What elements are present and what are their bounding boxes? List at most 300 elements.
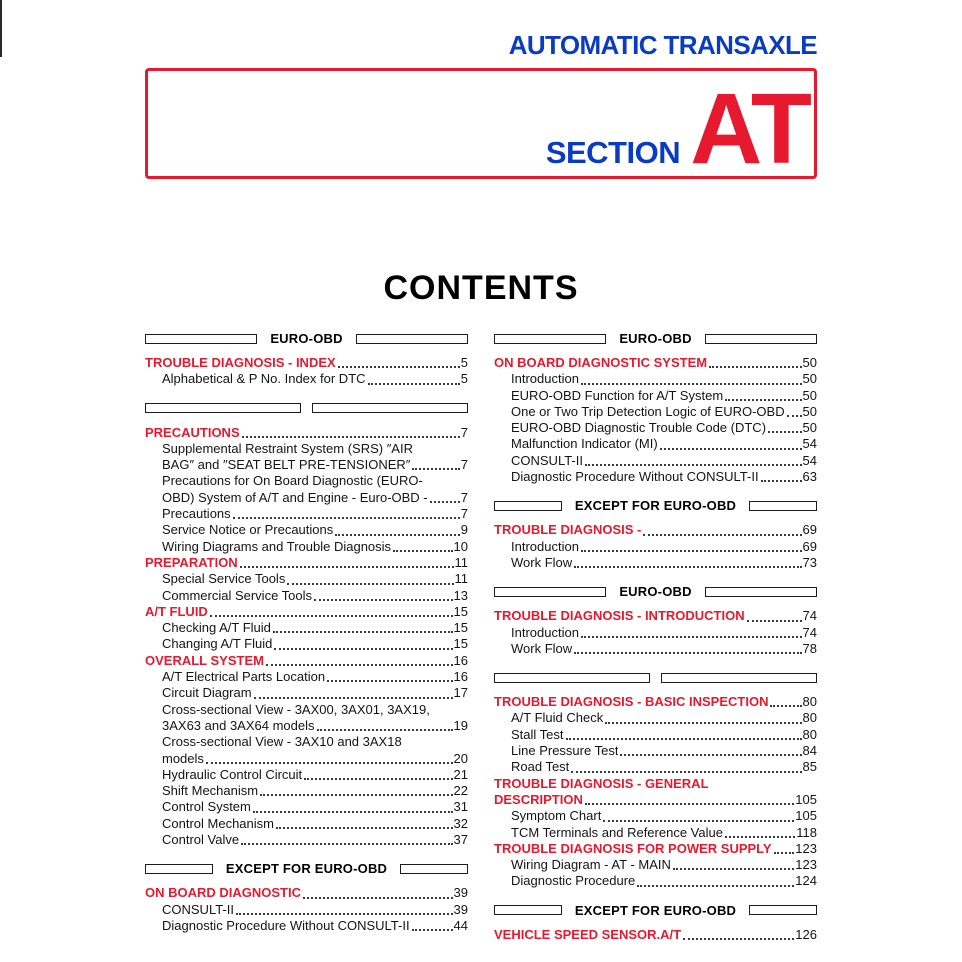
dot-leader: [660, 448, 802, 450]
toc-entry: [494, 873, 817, 889]
toc-entry: [145, 522, 468, 538]
toc-entry-line: Cross-sectional View - 3AX10 and 3AX18: [162, 734, 402, 750]
page-number: 123: [795, 857, 817, 873]
toc-entry-title: VEHICLE SPEED SENSOR.A/T: [494, 926, 682, 942]
page-number: 50: [802, 371, 817, 387]
page-number: 22: [453, 783, 468, 799]
toc-entry: [494, 555, 817, 571]
dot-leader: [574, 566, 801, 568]
page-number: 80: [802, 710, 817, 726]
dot-leader: [276, 827, 453, 829]
toc-entry: [494, 808, 817, 824]
toc-entry-title: Hydraulic Control Circuit: [162, 766, 303, 782]
toc-entry-line: [162, 371, 468, 387]
toc-entry-line: [511, 388, 817, 404]
toc-entry-line: [145, 885, 468, 901]
section-banner: [145, 402, 468, 415]
page-number: 123: [795, 840, 817, 856]
toc-entry: [145, 816, 468, 832]
toc-entry-line: [162, 816, 468, 832]
page-number: 11: [454, 554, 468, 570]
toc-entry-line: [511, 727, 817, 743]
page-number: 73: [802, 554, 817, 570]
toc-entry-title: A/T Electrical Parts Location: [162, 669, 326, 685]
toc-entry-title: A/T Fluid Check: [511, 710, 604, 726]
banner-box-left: [145, 334, 257, 344]
toc-entry-title: Malfunction Indicator (MI): [511, 436, 658, 452]
toc-columns: [145, 332, 817, 943]
toc-entry-title: TROUBLE DIAGNOSIS FOR POWER SUPPLY: [494, 840, 772, 856]
toc-entry: [494, 469, 817, 485]
toc-entry-line: [162, 490, 468, 506]
dot-leader: [770, 705, 801, 707]
section-box-inner: [545, 73, 808, 185]
toc-entry-line: [511, 641, 817, 657]
toc-entry-line: [511, 743, 817, 759]
banner-box-right: [749, 501, 817, 511]
contents-title: CONTENTS: [383, 269, 579, 307]
dot-leader: [266, 664, 453, 666]
page-number: 31: [453, 799, 468, 815]
dot-leader: [761, 480, 802, 482]
toc-entry: [145, 441, 468, 474]
page-number: 15: [453, 620, 468, 636]
toc-entry-line: [162, 767, 468, 783]
dot-leader: [233, 517, 460, 519]
toc-entry-title: Control Valve: [162, 832, 240, 848]
toc-entry: [494, 625, 817, 641]
manual-contents-page: [145, 0, 817, 943]
toc-entry: [145, 734, 468, 767]
toc-entry: [145, 832, 468, 848]
dot-leader: [747, 620, 802, 622]
page-number: 84: [802, 743, 817, 759]
page-number: 50: [802, 403, 817, 419]
toc-entry-title: TROUBLE DIAGNOSIS -: [494, 522, 642, 538]
dot-leader: [236, 913, 453, 915]
toc-entry-title: Control Mechanism: [162, 815, 274, 831]
toc-entry-line: Supplemental Restraint System (SRS) ″AIR: [162, 440, 413, 456]
toc-entry: [145, 669, 468, 685]
dot-leader: [585, 464, 802, 466]
banner-box-left: [494, 905, 562, 915]
dot-leader: [768, 431, 802, 433]
toc-entry-title: Diagnostic Procedure Without CONSULT-II: [162, 917, 410, 933]
toc-entry: [494, 453, 817, 469]
toc-entry-line: [494, 608, 817, 624]
banner-box-right: [749, 905, 817, 915]
banner-box-right: [312, 403, 468, 413]
dot-leader: [574, 652, 801, 654]
section-banner: [494, 332, 817, 345]
toc-entry-line: [162, 636, 468, 652]
banner-box-left: [494, 334, 606, 344]
scan-artifact: [0, 0, 2, 57]
dot-leader: [430, 501, 460, 503]
toc-entry-title: TROUBLE DIAGNOSIS - INTRODUCTION: [494, 608, 745, 624]
toc-entry: [494, 710, 817, 726]
toc-entry-line: [511, 436, 817, 452]
toc-entry-line: [511, 857, 817, 873]
toc-entry-line: [494, 792, 817, 808]
toc-entry-line: [162, 685, 468, 701]
section-code: AT: [690, 73, 808, 185]
banner-box-left: [145, 403, 301, 413]
toc-entry-title: Work Flow: [511, 640, 573, 656]
toc-entry-title: OVERALL SYSTEM: [145, 652, 264, 668]
toc-entry-title: Work Flow: [511, 554, 573, 570]
toc-entry-title: Stall Test: [511, 726, 564, 742]
section-banner: [494, 671, 817, 684]
toc-entry-title: TROUBLE DIAGNOSIS - INDEX: [145, 355, 336, 370]
toc-entry-line: [511, 371, 817, 387]
toc-entry-title: TCM Terminals and Reference Value: [511, 824, 723, 840]
page-number: 13: [453, 587, 468, 603]
page-number: 39: [453, 901, 468, 917]
page-number: 19: [453, 717, 468, 733]
page-number: 54: [802, 436, 817, 452]
section-label: SECTION: [545, 135, 681, 170]
toc-entry: [494, 355, 817, 371]
toc-entry: [145, 506, 468, 522]
toc-entry-title: Introduction: [511, 371, 579, 387]
toc-entry: [145, 555, 468, 571]
toc-entry-line: [511, 420, 817, 436]
toc-entry: [494, 522, 817, 538]
toc-entry-line: [511, 710, 817, 726]
toc-entry: [145, 620, 468, 636]
dot-leader: [273, 631, 453, 633]
dot-leader: [774, 852, 795, 854]
toc-entry-title: PREPARATION: [145, 554, 238, 570]
toc-entry: [494, 436, 817, 452]
toc-entry: [494, 825, 817, 841]
toc-entry: [145, 902, 468, 918]
toc-entry-line: Precautions for On Board Diagnostic (EURO-: [162, 473, 423, 489]
toc-entry-line: [511, 759, 817, 775]
toc-entry-title: Introduction: [511, 538, 579, 554]
page-number: 54: [802, 452, 817, 468]
dot-leader: [338, 366, 460, 368]
toc-entry-title: Control System: [162, 799, 251, 815]
toc-entry-line: [162, 783, 468, 799]
toc-entry-title: Introduction: [511, 624, 579, 640]
dot-leader: [581, 636, 802, 638]
toc-entry: [494, 857, 817, 873]
page-number: 20: [453, 750, 468, 766]
dot-leader: [335, 534, 460, 536]
page-number: 69: [802, 522, 817, 538]
dot-leader: [787, 415, 802, 417]
dot-leader: [412, 468, 459, 470]
page-number: 63: [802, 469, 817, 485]
toc-entry: [494, 727, 817, 743]
toc-column-right: [494, 332, 817, 943]
page-number: 37: [453, 832, 468, 848]
dot-leader: [393, 550, 452, 552]
banner-label: EURO-OBD: [619, 584, 692, 600]
toc-entry-line: [494, 927, 817, 943]
page-number: 16: [453, 652, 468, 668]
toc-entry: [494, 608, 817, 624]
banner-label: EURO-OBD: [270, 331, 343, 346]
page-number: 44: [453, 917, 468, 933]
toc-entry: [494, 371, 817, 387]
toc-entry-line: [162, 539, 468, 555]
toc-entry-title: Road Test: [511, 759, 570, 775]
toc-entry-title: Commercial Service Tools: [162, 587, 313, 603]
toc-column-left: [145, 332, 468, 943]
section-banner: [494, 585, 817, 598]
toc-entry: [145, 685, 468, 701]
toc-entry: [145, 636, 468, 652]
dot-leader: [327, 680, 452, 682]
banner-label: EXCEPT FOR EURO-OBD: [225, 861, 388, 877]
toc-entry-title: ON BOARD DIAGNOSTIC SYSTEM: [494, 355, 708, 370]
page-number: 32: [453, 815, 468, 831]
page-number: 39: [453, 885, 468, 901]
toc-entry-title: TROUBLE DIAGNOSIS - BASIC INSPECTION: [494, 694, 769, 710]
toc-entry-title: models: [162, 750, 204, 766]
toc-entry-title: Diagnostic Procedure: [511, 873, 636, 889]
page-number: 105: [795, 791, 817, 807]
dot-leader: [260, 794, 452, 796]
toc-entry: [145, 425, 468, 441]
page-number: 7: [460, 457, 468, 473]
toc-entry-title: Alphabetical & P No. Index for DTC: [162, 371, 366, 387]
banner-label: EURO-OBD: [619, 331, 692, 346]
dot-leader: [241, 843, 452, 845]
dot-leader: [317, 729, 453, 731]
toc-entry: [494, 694, 817, 710]
toc-entry-line: [494, 522, 817, 538]
page-number: 78: [802, 640, 817, 656]
toc-entry-title: CONSULT-II: [511, 452, 583, 468]
page-number: 50: [802, 420, 817, 436]
toc-entry-title: DESCRIPTION: [494, 791, 583, 807]
toc-entry-line: [511, 469, 817, 485]
toc-entry-line: [162, 506, 468, 522]
toc-entry-line: [511, 404, 817, 420]
toc-entry-line: [162, 832, 468, 848]
toc-entry-title: ON BOARD DIAGNOSTIC: [145, 885, 301, 901]
dot-leader: [585, 803, 794, 805]
dot-leader: [620, 754, 801, 756]
toc-entry: [145, 783, 468, 799]
dot-leader: [304, 778, 452, 780]
page-number: 11: [454, 571, 468, 587]
toc-entry-line: [162, 799, 468, 815]
toc-entry-line: Cross-sectional View - 3AX00, 3AX01, 3AX19,: [162, 701, 430, 717]
toc-entry-title: Wiring Diagrams and Trouble Diagnosis: [162, 538, 392, 554]
section-banner: [494, 904, 817, 917]
banner-box-right: [705, 587, 817, 597]
dot-leader: [683, 938, 794, 940]
toc-entry-title: Shift Mechanism: [162, 783, 259, 799]
toc-entry: [145, 653, 468, 669]
page-number: 5: [460, 371, 468, 387]
page-number: 74: [802, 624, 817, 640]
page-number: 50: [802, 355, 817, 370]
toc-entry: [494, 759, 817, 775]
dot-leader: [637, 885, 794, 887]
page-number: 15: [453, 636, 468, 652]
banner-box-right: [705, 334, 817, 344]
toc-entry-line: [162, 571, 468, 587]
page-title: AUTOMATIC TRANSAXLE: [508, 30, 817, 60]
banner-box-left: [494, 501, 562, 511]
page-number: 85: [802, 759, 817, 775]
toc-entry-line: [511, 625, 817, 641]
section-box: [145, 68, 817, 185]
dot-leader: [240, 566, 454, 568]
section-banner: [494, 499, 817, 512]
toc-entry-line: [162, 588, 468, 604]
banner-box-right: [661, 673, 817, 683]
page-number: 124: [795, 873, 817, 889]
dot-leader: [725, 399, 801, 401]
toc-entry-title: EURO-OBD Diagnostic Trouble Code (DTC): [511, 420, 767, 436]
dot-leader: [368, 383, 460, 385]
page-number: 74: [802, 608, 817, 624]
toc-entry-title: Checking A/T Fluid: [162, 620, 271, 636]
dot-leader: [709, 366, 801, 368]
dot-leader: [725, 836, 795, 838]
toc-entry-line: TROUBLE DIAGNOSIS - GENERAL: [494, 775, 709, 791]
toc-entry-line: [145, 604, 468, 620]
dot-leader: [605, 722, 801, 724]
toc-entry-title: Wiring Diagram - AT - MAIN: [511, 857, 671, 873]
dot-leader: [581, 550, 802, 552]
toc-entry-title: One or Two Trip Detection Logic of EURO-OBD: [511, 403, 785, 419]
toc-entry: [145, 371, 468, 387]
page-number: 126: [795, 926, 817, 942]
toc-entry-title: Symptom Chart: [511, 808, 602, 824]
page-number: 15: [453, 603, 468, 619]
page-number: 80: [802, 694, 817, 710]
toc-entry-line: [162, 620, 468, 636]
banner-box-right: [400, 864, 468, 874]
dot-leader: [303, 897, 453, 899]
section-banner: [145, 332, 468, 345]
toc-entry-line: [162, 718, 468, 734]
toc-entry-line: [511, 873, 817, 889]
toc-entry-line: [145, 355, 468, 371]
toc-entry: [145, 767, 468, 783]
page-number: 7: [460, 506, 468, 522]
dot-leader: [412, 929, 453, 931]
toc-entry-line: [162, 669, 468, 685]
toc-entry-line: [162, 902, 468, 918]
toc-entry-line: [494, 694, 817, 710]
toc-entry-title: 3AX63 and 3AX64 models: [162, 717, 315, 733]
toc-entry-title: Line Pressure Test: [511, 743, 619, 759]
toc-entry-line: [511, 825, 817, 841]
banner-label: EXCEPT FOR EURO-OBD: [574, 902, 737, 918]
toc-entry-line: [145, 653, 468, 669]
toc-entry-line: [162, 522, 468, 538]
toc-entry-title: Special Service Tools: [162, 571, 286, 587]
toc-entry: [145, 473, 468, 506]
banner-label: EXCEPT FOR EURO-OBD: [574, 498, 737, 514]
toc-entry: [494, 776, 817, 809]
toc-entry-title: PRECAUTIONS: [145, 424, 240, 440]
dot-leader: [206, 762, 453, 764]
page-number: 16: [453, 669, 468, 685]
page-number: 80: [802, 726, 817, 742]
toc-entry-line: [145, 425, 468, 441]
banner-box-left: [494, 587, 606, 597]
dot-leader: [287, 583, 453, 585]
dot-leader: [581, 383, 802, 385]
dot-leader: [242, 436, 460, 438]
toc-entry: [494, 539, 817, 555]
toc-entry-title: BAG″ and ″SEAT BELT PRE-TENSIONER″: [162, 457, 411, 473]
toc-entry: [494, 641, 817, 657]
toc-entry-title: A/T FLUID: [145, 603, 208, 619]
toc-entry: [145, 571, 468, 587]
toc-entry-title: OBD) System of A/T and Engine - Euro-OBD -: [162, 489, 428, 505]
dot-leader: [566, 738, 802, 740]
toc-entry-title: CONSULT-II: [162, 901, 234, 917]
toc-entry: [494, 388, 817, 404]
page-number: 10: [453, 538, 468, 554]
toc-entry: [494, 743, 817, 759]
toc-entry: [145, 799, 468, 815]
toc-entry-title: EURO-OBD Function for A/T System: [511, 387, 724, 403]
toc-entry: [494, 420, 817, 436]
dot-leader: [571, 771, 801, 773]
toc-entry: [145, 604, 468, 620]
toc-entry: [145, 918, 468, 934]
dot-leader: [274, 648, 452, 650]
dot-leader: [254, 697, 453, 699]
toc-entry: [145, 885, 468, 901]
toc-entry-title: Precautions: [162, 506, 231, 522]
toc-entry: [145, 355, 468, 371]
toc-entry-title: Diagnostic Procedure Without CONSULT-II: [511, 469, 759, 485]
toc-entry-title: Circuit Diagram: [162, 685, 252, 701]
dot-leader: [603, 820, 794, 822]
page-number: 9: [460, 522, 468, 538]
toc-entry-line: [511, 555, 817, 571]
toc-entry: [494, 927, 817, 943]
toc-entry-line: [511, 539, 817, 555]
toc-entry-line: [511, 453, 817, 469]
page-number: 105: [795, 808, 817, 824]
section-banner: [145, 862, 468, 875]
page-number: 7: [460, 424, 468, 440]
toc-entry-line: [162, 751, 468, 767]
dot-leader: [673, 868, 794, 870]
dot-leader: [314, 599, 453, 601]
dot-leader: [253, 811, 453, 813]
page-number: 5: [460, 355, 468, 370]
toc-entry-title: Service Notice or Precautions: [162, 522, 334, 538]
toc-entry-line: [162, 457, 468, 473]
toc-entry: [494, 404, 817, 420]
toc-entry-title: Changing A/T Fluid: [162, 636, 273, 652]
toc-entry: [494, 841, 817, 857]
dot-leader: [643, 534, 801, 536]
page-number: 17: [453, 685, 468, 701]
dot-leader: [210, 615, 453, 617]
toc-entry: [145, 539, 468, 555]
banner-box-right: [356, 334, 468, 344]
page-number: 69: [802, 538, 817, 554]
toc-entry: [145, 588, 468, 604]
page-number: 21: [453, 766, 468, 782]
